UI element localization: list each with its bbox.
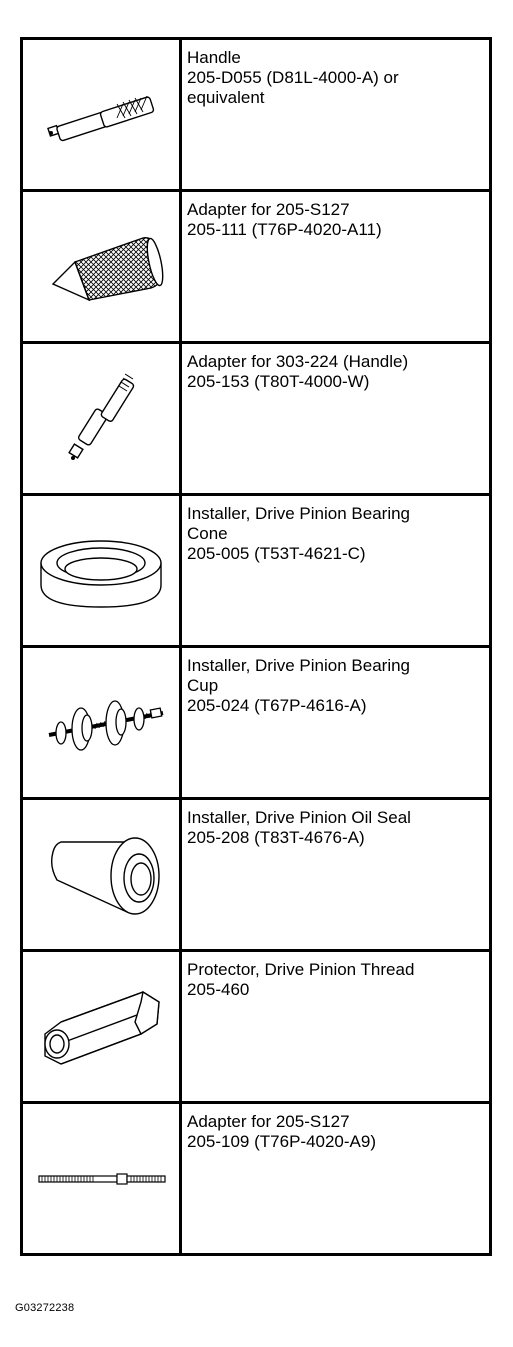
tool-row [22, 799, 491, 951]
handle-adapter-icon [31, 364, 171, 474]
bearing-cup-installer-icon [31, 683, 171, 763]
tool-name: Installer, Drive Pinion Bearing [187, 656, 411, 675]
tool-row [22, 191, 491, 343]
tool-name: Installer, Drive Pinion Oil Seal [187, 808, 411, 827]
handle-icon [31, 80, 171, 150]
knurled-adapter-icon [31, 222, 171, 312]
special-tools-table [20, 37, 492, 1256]
bearing-cone-installer-icon [31, 521, 171, 621]
threaded-rod-adapter-icon [31, 1159, 171, 1199]
oil-seal-installer-icon [31, 820, 171, 930]
tool-row [22, 39, 491, 191]
tool-part-number: 205-109 (T76P-4020-A9) [187, 1132, 377, 1151]
tool-row [22, 647, 491, 799]
tool-row [22, 495, 491, 647]
tool-part-number: 205-111 (T76P-4020-A11) [187, 220, 382, 239]
tool-name: Adapter for 205-S127 [187, 1112, 350, 1131]
tool-name: Protector, Drive Pinion Thread [187, 960, 415, 979]
tool-part-number: 205-153 (T80T-4000-W) [187, 372, 370, 391]
tool-part-number: 205-024 (T67P-4616-A) [187, 696, 367, 715]
tool-row [22, 951, 491, 1103]
tool-name-cont: Cone [187, 524, 228, 543]
tool-part-number: 205-005 (T53T-4621-C) [187, 544, 366, 563]
tool-name: Adapter for 303-224 (Handle) [187, 352, 409, 371]
tool-name: Adapter for 205-S127 [187, 200, 350, 219]
tool-row [22, 343, 491, 495]
thread-protector-icon [31, 972, 171, 1082]
tool-name-cont: Cup [187, 676, 219, 695]
tool-note: equivalent [187, 88, 265, 107]
tool-part-number: 205-D055 (D81L-4000-A) or [187, 68, 399, 87]
tool-name: Handle [187, 48, 241, 67]
tool-part-number: 205-208 (T83T-4676-A) [187, 828, 365, 847]
tool-row [22, 1103, 491, 1255]
tool-part-number: 205-460 [187, 980, 250, 999]
figure-id: G03272238 [15, 1302, 75, 1314]
tool-name: Installer, Drive Pinion Bearing [187, 504, 411, 523]
